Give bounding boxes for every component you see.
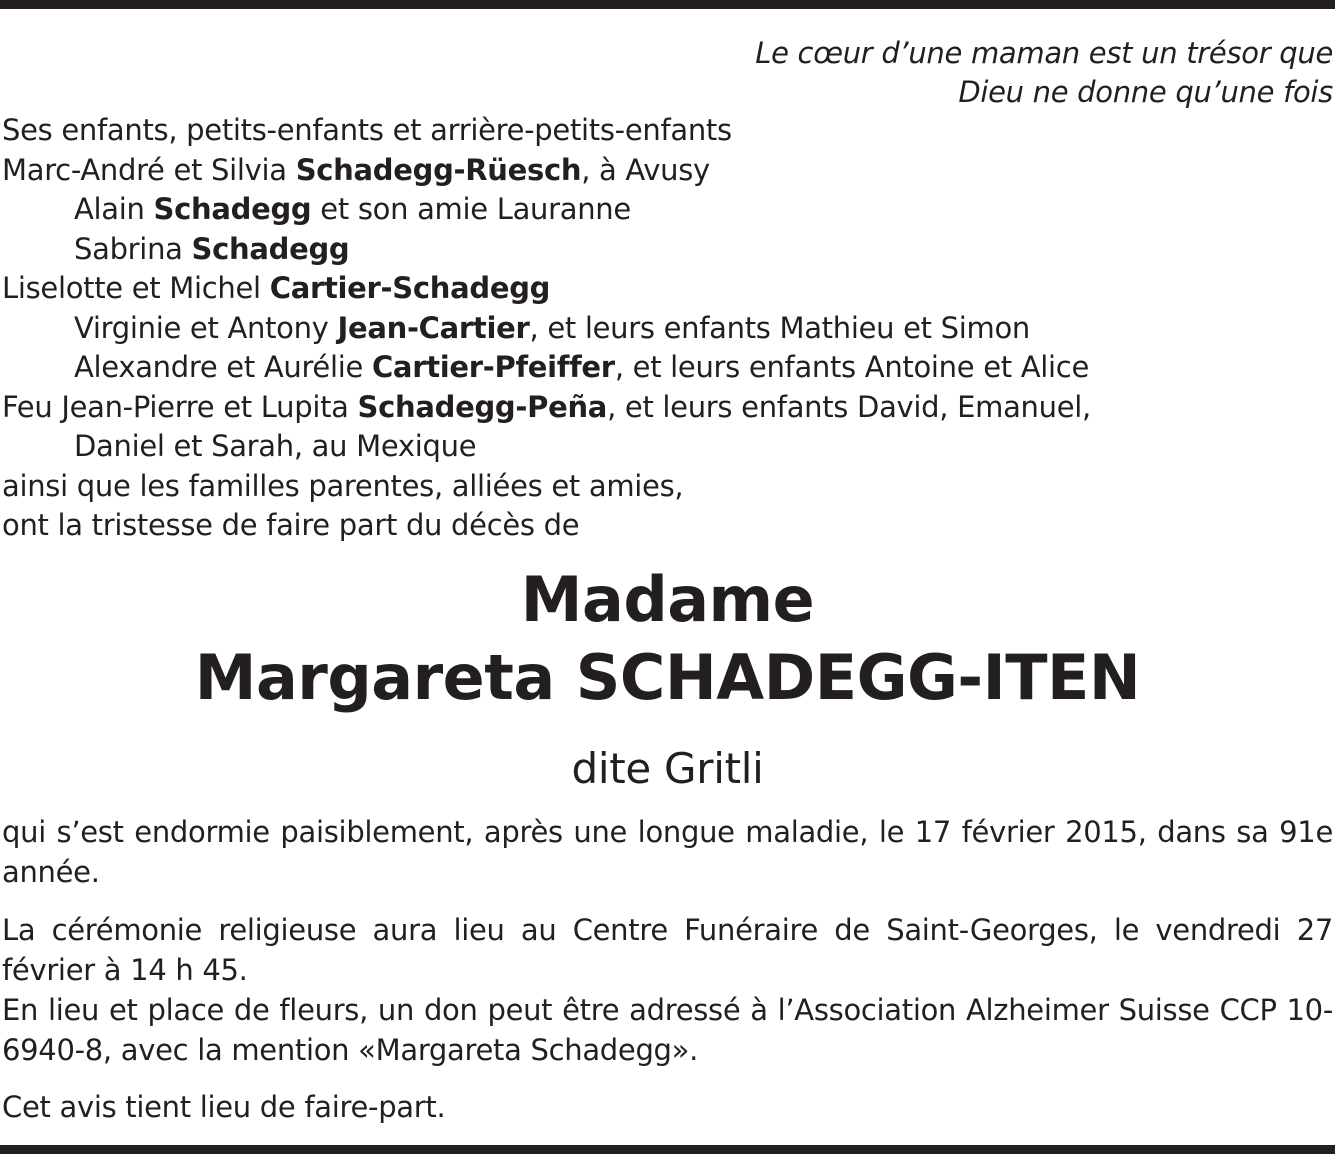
top-rule [0,0,1335,9]
family-line-4-surname: Schadegg [191,231,350,266]
family-line-6-pre: Virginie et Antony [74,310,338,345]
family-line-3 [2,190,1322,230]
family-line-5-pre: Liselotte et Michel [2,271,270,305]
family-line-8-pre: Feu Jean-Pierre et Lupita [2,389,358,424]
family-line-7 [2,348,1322,388]
ceremony-paragraph: La cérémonie religieuse aura lieu au Centre Funéraire de Saint-Georges, le vendredi 27 février à 14 h 45. [2,913,1333,987]
family-line-6 [2,309,1322,349]
family-line-5 [2,269,1322,309]
family-line-8 [2,388,1322,428]
family-line-7-pre: Alexandre et Aurélie [74,350,372,384]
family-line-8-surname: Schadegg-Peña [357,389,608,424]
family-line-2-surname: Schadegg-Rüesch [295,152,582,187]
family-list [2,111,1322,546]
family-line-7-surname: Cartier-Pfeiffer [371,350,615,384]
epigraph-line-2: Dieu ne donne qu’une fois [958,75,1333,109]
family-intro: Ses enfants, petits-enfants et arrière-petits-enfants [2,113,732,147]
family-line-3-surname: Schadegg [153,192,312,226]
family-line-4-pre: Sabrina [74,231,192,266]
family-line-3-post: et son amie Lauranne [311,192,631,226]
honorific: Madame [520,563,815,636]
family-line-9: Daniel et Sarah, au Mexique [74,429,477,463]
family-line-7-post: , et leurs enfants Antoine et Alice [614,350,1089,384]
deceased-name: Margareta SCHADEGG-ITEN [194,641,1141,714]
epigraph-line-1: Le cœur d’une maman est un trésor que [755,36,1333,70]
family-line-5-surname: Cartier-Schadegg [269,271,551,305]
family-line-6-surname: Jean-Cartier [337,310,530,345]
family-line-3-pre: Alain [74,192,154,226]
closing-paragraph: Cet avis tient lieu de faire-part. [2,1090,446,1124]
bottom-rule [0,1145,1335,1154]
family-line-2 [2,151,1322,191]
family-line-2-pre: Marc-André et Silvia [2,152,296,187]
donation-paragraph: En lieu et place de fleurs, un don peut être adressé à l’Association Alzheimer Suisse CCP 10-6940-8, avec la mention «Margareta Schadegg». [2,993,1333,1067]
family-line-11: ont la tristesse de faire part du décès de [2,508,580,542]
family-line-10: ainsi que les familles parentes, alliées et amies, [2,468,684,503]
family-line-4 [2,230,1322,270]
family-line-2-post: , à Avusy [581,152,710,187]
family-line-8-post: , et leurs enfants David, Emanuel, [607,389,1091,424]
family-line-6-post: , et leurs enfants Mathieu et Simon [529,310,1030,345]
epigraph [755,34,1333,112]
death-notice-paragraph: qui s’est endormie paisiblement, après une longue maladie, le 17 février 2015, dans sa 91e année. [2,815,1333,889]
deceased-nickname: dite Gritli [571,744,764,793]
